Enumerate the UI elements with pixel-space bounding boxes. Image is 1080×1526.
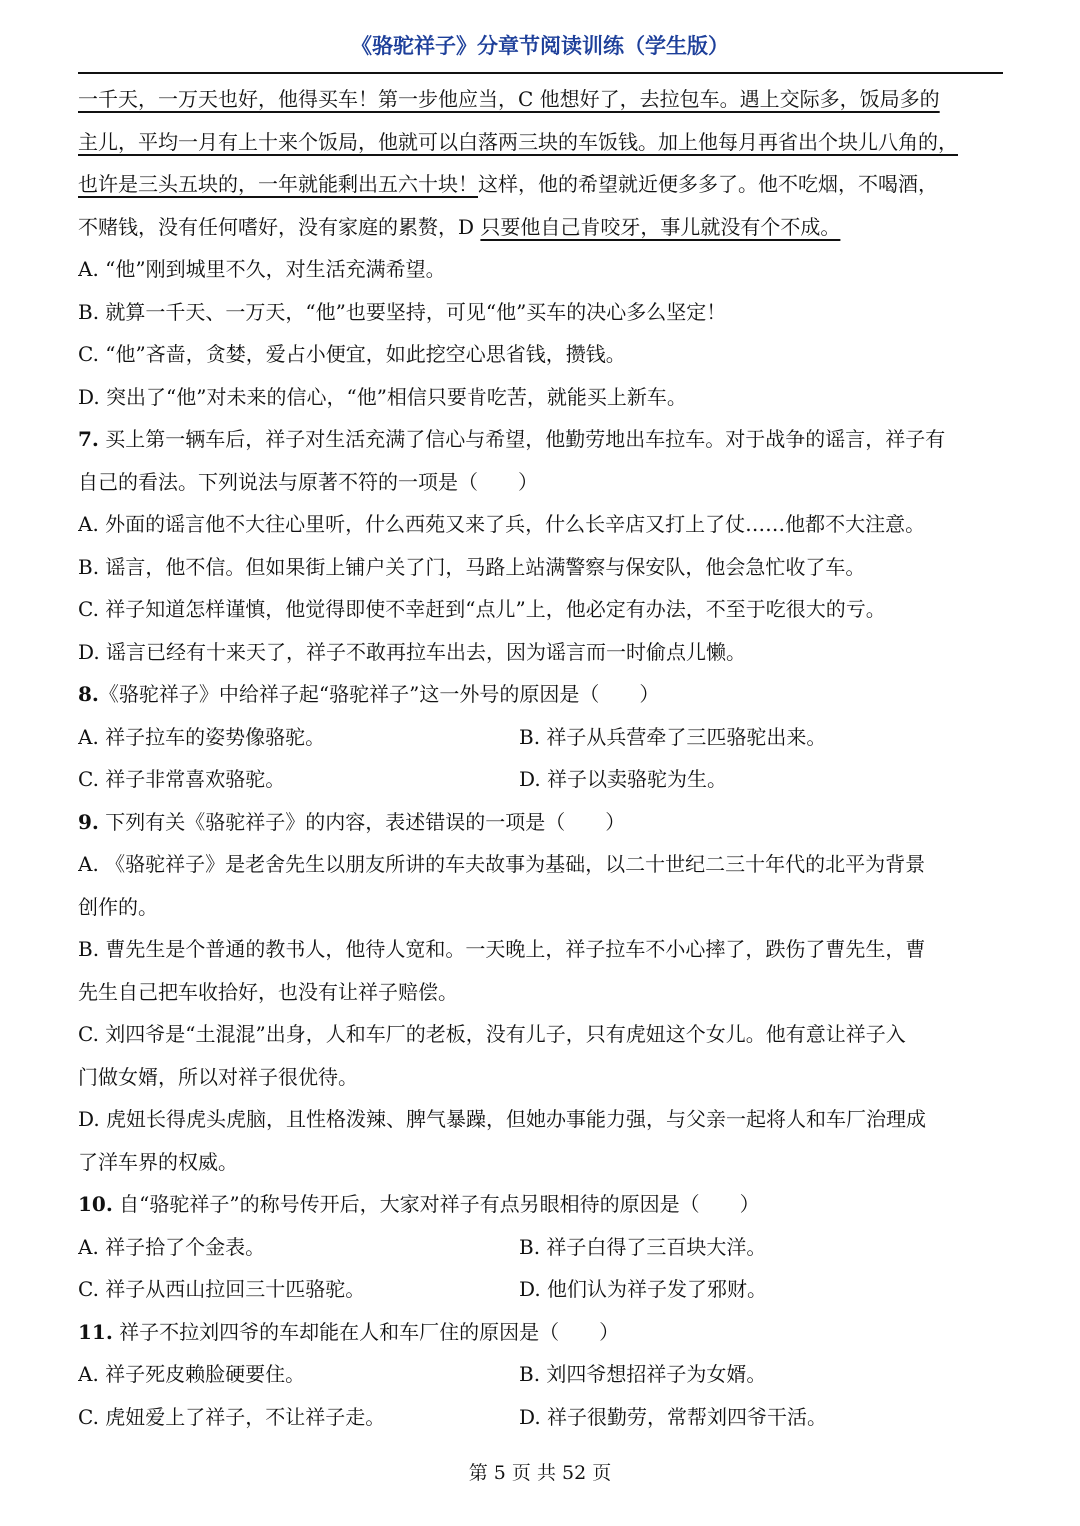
q11-option-c: C. 虎妞爱上了祥子，不让祥子走。 xyxy=(78,1404,386,1429)
q8-options-row xyxy=(78,758,1003,801)
q6-option-a: A. “他”刚到城里不久，对生活充满希望。 xyxy=(78,257,446,281)
q10-options-row xyxy=(78,1226,1003,1269)
q10-option-b: B. 祥子白得了三百块大洋。 xyxy=(519,1234,767,1259)
q8-option-c: C. 祥子非常喜欢骆驼。 xyxy=(78,767,286,791)
q9-stem-text: 下列有关《骆驼祥子》的内容，表述错误的一项是（ ） xyxy=(98,809,626,834)
q6-option-c: C. “他”吝啬，贪婪，爱占小便宜，如此挖空心思省钱，攒钱。 xyxy=(78,342,626,366)
passage-text: 这样，他的希望就近便多多了。他不吃烟，不喝酒， xyxy=(478,172,938,196)
q8-stem xyxy=(78,673,1003,716)
q11-option-b: B. 刘四爷想招祥子为女婿。 xyxy=(519,1362,767,1386)
header-title: 《骆驼祥子》分章节阅读训练（学生版） xyxy=(351,34,729,58)
passage-line: 一千天，一万天也好，他得买车！第一步他应当，C 他想好了，去拉包车。遇上交际多，饭局多的 xyxy=(78,87,940,111)
q11-option-d: D. 祥子很勤劳，常帮刘四爷干活。 xyxy=(519,1404,828,1429)
q8-option-a: A. 祥子拉车的姿势像骆驼。 xyxy=(78,724,326,749)
q10-options-row xyxy=(78,1268,1003,1311)
q11-stem-text: 祥子不拉刘四爷的车却能在人和车厂住的原因是（ ） xyxy=(112,1319,620,1344)
passage-underlined: 也许是三头五块的，一年就能剩出五六十块！ xyxy=(78,172,478,196)
q10-option-a: A. 祥子拾了个金表。 xyxy=(78,1234,266,1259)
q8-number: 8. xyxy=(78,682,99,706)
q9-option-a-cont: 创作的。 xyxy=(78,894,158,919)
q10-option-c: C. 祥子从西山拉回三十匹骆驼。 xyxy=(78,1277,366,1301)
q8-stem-text: 《骆驼祥子》中给祥子起“骆驼祥子”这一外号的原因是（ ） xyxy=(98,682,660,706)
q7-option-a: A. 外面的谣言他不大往心里听，什么西苑又来了兵，什么长辛店又打上了仗……他都不大注意。 xyxy=(78,512,926,536)
q11-options-row xyxy=(78,1396,1003,1439)
q9-option-d: D. 虎妞长得虎头虎脑，且性格泼辣、脾气暴躁，但她办事能力强，与父亲一起将人和车厂治理成 xyxy=(78,1107,927,1131)
q10-option-d: D. 他们认为祥子发了邪财。 xyxy=(519,1277,768,1301)
q8-option-b: B. 祥子从兵营牵了三匹骆驼出来。 xyxy=(519,724,827,749)
q11-number: 11. xyxy=(78,1319,113,1344)
q10-stem xyxy=(78,1183,1003,1226)
q9-option-b-cont: 先生自己把车收拾好，也没有让祥子赔偿。 xyxy=(78,979,458,1004)
content xyxy=(78,78,1003,1438)
q7-stem-text: 买上第一辆车后，祥子对生活充满了信心与希望，他勤劳地出车拉车。对于战争的谣言，祥子有 xyxy=(98,427,946,451)
q9-number: 9. xyxy=(78,809,99,834)
header-divider xyxy=(78,72,1003,74)
passage-line: 主儿，平均一月有上十来个饭局，他就可以白落两三块的车饭钱。加上他每月再省出个块儿八角的， xyxy=(78,129,958,154)
q6-option-b: B. 就算一千天、一万天，“他”也要坚持，可见“他”买车的决心多么坚定！ xyxy=(78,299,727,324)
q9-option-c-cont: 门做女婿，所以对祥子很优待。 xyxy=(78,1064,358,1089)
q8-options-row xyxy=(78,716,1003,759)
q9-stem xyxy=(78,801,1003,844)
q10-stem-text: 自“骆驼祥子”的称号传开后，大家对祥子有点另眼相待的原因是（ ） xyxy=(112,1192,760,1216)
q7-option-d: D. 谣言已经有十来天了，祥子不敢再拉车出去，因为谣言而一时偷点儿懒。 xyxy=(78,639,747,664)
q11-option-a: A. 祥子死皮赖脸硬要住。 xyxy=(78,1362,306,1386)
q10-number: 10. xyxy=(78,1192,113,1216)
q6-option-d: D. 突出了“他”对未来的信心，“他”相信只要肯吃苦，就能买上新车。 xyxy=(78,384,687,409)
passage-line xyxy=(78,206,1003,249)
q9-option-d-cont: 了洋车界的权威。 xyxy=(78,1149,238,1174)
passage-text: 不赌钱，没有任何嗜好，没有家庭的累赘，D xyxy=(78,214,481,239)
passage-line xyxy=(78,163,1003,206)
q9-option-a: A. 《骆驼祥子》是老舍先生以朋友所讲的车夫故事为基础，以二十世纪二三十年代的北平为背景 xyxy=(78,852,926,876)
q11-stem xyxy=(78,1311,1003,1354)
q7-stem-cont: 自己的看法。下列说法与原著不符的一项是（ ） xyxy=(78,469,538,494)
passage-underlined: 只要他自己肯咬牙，事儿就没有个不成。 xyxy=(480,214,841,239)
q11-options-row xyxy=(78,1353,1003,1396)
q7-stem xyxy=(78,418,1003,461)
q7-option-c: C. 祥子知道怎样谨慎，他觉得即使不幸赶到“点儿”上，他必定有办法，不至于吃很大的亏。 xyxy=(78,597,886,621)
q9-option-c: C. 刘四爷是“土混混”出身，人和车厂的老板，没有儿子，只有虎妞这个女儿。他有意让祥子入 xyxy=(78,1022,906,1046)
q7-option-b: B. 谣言，他不信。但如果街上铺户关了门，马路上站满警察与保安队，他会急忙收了车。 xyxy=(78,554,866,579)
q7-number: 7. xyxy=(78,427,99,451)
q9-option-b: B. 曹先生是个普通的教书人，他待人宽和。一天晚上，祥子拉车不小心摔了，跌伤了曹先生，曹 xyxy=(78,937,926,961)
page-number: 第 5 页 共 52 页 xyxy=(468,1462,612,1484)
q8-option-d: D. 祥子以卖骆驼为生。 xyxy=(519,767,728,791)
